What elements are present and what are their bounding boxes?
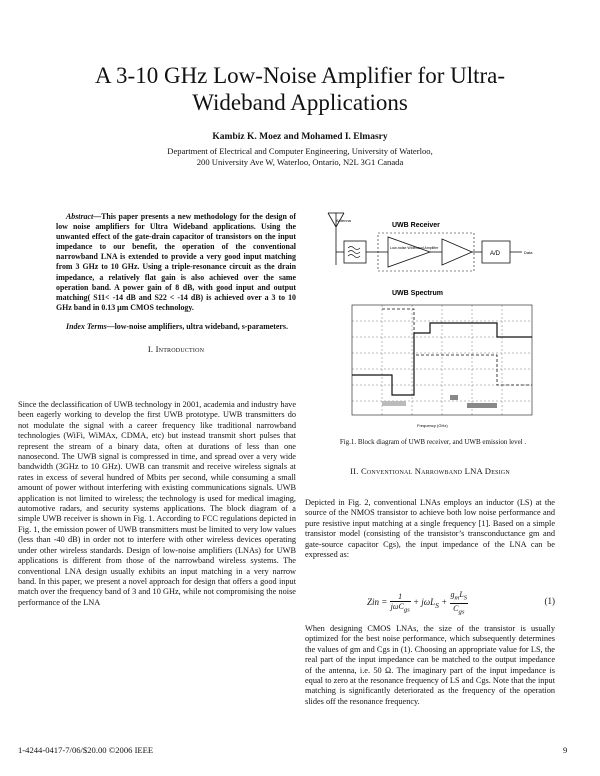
figure-1: [322, 205, 562, 437]
fig-label-axis: Frequency (GHz): [417, 423, 448, 428]
index-terms-text: —low-noise amplifiers, ultra wideband, s-parameters.: [106, 321, 288, 331]
affiliation-line-1: Department of Electrical and Computer Engineering, University of Waterloo,: [167, 146, 433, 156]
abstract: [56, 212, 296, 313]
fig-title-receiver: UWB Receiver: [392, 222, 440, 229]
section-2-body-2: [305, 624, 555, 707]
equation-fraction-2: $\frac{g_mL_S}{C_{gs}}$: [450, 590, 468, 616]
abstract-block: [56, 212, 296, 372]
title-line-2: Wideband Applications: [192, 90, 408, 115]
filter-block: [344, 241, 366, 263]
section-2-title: Conventional Narrowband LNA Design: [360, 466, 510, 476]
section-2-paragraph: Depicted in Fig. 2, conventional LNAs employs an inductor (LS) at the source of the NMOS transistor to achieve both low noise performance and pure resistive input matching at a single frequency [1]. Based on a simple transistor model (consisting of the transistor’s transconductance gm and gate-source capacitor Cgs), the input impedance of the LNA can be expressed as:: [305, 498, 555, 560]
section-1-title: Introduction: [155, 344, 205, 355]
index-terms-label: Index Terms: [66, 321, 107, 331]
section-2-body: [305, 498, 555, 560]
affiliation: [60, 146, 540, 168]
footer-copyright: 1-4244-0417-7/06/$20.00 ©2006 IEEE: [18, 745, 154, 755]
page-number: 9: [563, 745, 568, 755]
introduction-paragraph: Since the declassification of UWB technology in 2001, academia and industry have been eagerly working to develop the first UWB prototype. UWB transmitters do not modulate the signal with a career frequency like traditional narrowband technologies (WiFi, WiMAx, CDMA, etc) but instead transmit short pulses that represent the stream of a binary data, often at durations of less than one nanosecond. The UWB signal is compressed in time, and spread over a very wide bandwidth (3GHz to 10 GHz). UWB can transmit and receive wireless signals at rates in excess of several hundred of Mbits per second, while consuming a small amount of power without interfering with existing communications signals. UWB application is not limited to wireless; the technology is used for medical imaging, automotive radars, and security systems applications. The block diagram of a simple UWB receiver is shown in Fig. 1. According to FCC regulations depicted in Fig. 1, the emission power of UWB transmitters must be limited to very low values (less than -40 dB) in order not to interfere with other wireless devices operating under other wireless standards. Design of low-noise amplifiers (LNAs) for UWB applications is different from those of the narrowband wireless systems. The conventional LNA design usually exhibits an input matching in a very narrow band. In this paper, we present a novel approach for design that offers a good input match over the frequency band of 3 and 10 GHz, while not compromising the noise performance of the LNA: [18, 400, 296, 607]
paper-title: [40, 62, 560, 116]
index-terms: [56, 322, 296, 332]
equation-1: [305, 586, 555, 616]
introduction-body: [18, 400, 296, 608]
abstract-label: Abstract: [66, 212, 94, 221]
affiliation-line-2: 200 University Ave W, Waterloo, Ontario, N2L 3G1 Canada: [196, 157, 404, 167]
equation-number: (1): [544, 596, 555, 606]
section-2-heading: [305, 466, 555, 476]
section-2-paragraph-2: When designing CMOS LNAs, the size of the transistor is usually optimized for the best noise performance, which subsequently determines the values of gm and Cgs in (1). Choosing an appropriate value for LS, the real part of the input impedance can be matched to the output impedance of the antenna, i.e. 50 Ω. The imaginary part of the input impedance is equal to zero at the resonance frequency of LS and Cgs. Note that the input matching is significantly deteriorated as the frequency of the operation slides off the resonance frequency.: [305, 624, 555, 706]
title-line-1: A 3-10 GHz Low-Noise Amplifier for Ultra-: [94, 63, 506, 88]
fig-label-data: Data: [524, 250, 533, 255]
section-1-number: I.: [147, 344, 154, 355]
fig-label-antenna: Antenna: [336, 218, 351, 223]
equation-fraction-1: $\frac{1}{j\omega C_{gs}}$: [390, 591, 410, 614]
equation-formula: Zin = $\frac{1}{j\omega C_{gs}}$ + jωL$_S$ + $\frac{g_mL_S}{C_{gs}}$: [367, 590, 468, 616]
equation-lhs: Zin =: [367, 597, 388, 608]
amplifier-block: [442, 239, 472, 265]
fig-label-adc: A/D: [490, 251, 501, 257]
figure-1-caption: Fig.1. Block diagram of UWB receiver, and UWB emission level .: [339, 438, 527, 446]
spectrum-plot: [352, 305, 532, 415]
section-1-heading: [56, 344, 296, 354]
section-2-number: II.: [350, 466, 359, 476]
authors: Kambiz K. Moez and Mohamed I. Elmasry: [212, 132, 388, 142]
fig-title-spectrum: UWB Spectrum: [392, 290, 443, 297]
fig-label-lna: Low-noise Wideband Amplifier: [390, 246, 439, 250]
lna-block: [388, 237, 430, 267]
abstract-text: —This paper presents a new methodology for the design of low noise amplifiers for Ultra Wideband applications. Using the unwanted effect of the gate-drain capacitor of transistors on the input impedance to our benefit, the operation of the conventional narrowband LNA is extended to provide a very good input matching from 3 GHz to 10 GHz. Using a triple-resonance circuit as the drain impedance, a relatively flat gain is also achieved over the same operation band. A power gain of 8 dB, with good input and output matching( S11< -14 dB and S22 < -14 dB) is achieved over a 3 to 10 GHz band in 0.13 µm CMOS technology.: [56, 212, 296, 312]
